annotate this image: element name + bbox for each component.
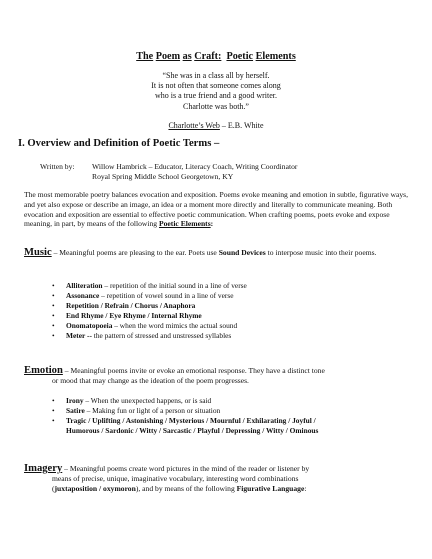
title-poem: Poem [155,51,181,62]
list-item [52,396,412,406]
bullet-icon: • [52,321,55,330]
list-term: Assonance [66,291,100,300]
list-term: Repetition / Refrain / Chorus / Anaphora [66,301,196,310]
list-item [52,311,412,321]
intro-colon: : [210,219,214,229]
quote-line: who is a true friend and a good writer. [155,91,277,101]
list-def: – When the unexpected happens, or is said [83,396,212,405]
list-term: Satire [66,406,85,415]
bullet-icon: • [52,396,55,405]
music-heading: Music [24,247,52,258]
music-section [24,248,410,258]
list-item [52,416,412,436]
emotion-heading: Emotion [24,365,63,376]
list-def: – Making fun or light of a person or situation [84,406,221,415]
list-item [52,331,412,341]
title-poetic: Poetic [226,51,254,62]
imagery-desc-3 [24,484,410,494]
list-term: Irony [66,396,84,405]
bullet-icon: • [52,416,55,425]
quote-source [0,121,432,130]
intro-paragraph [24,190,410,229]
paren-open: ( [52,483,55,493]
author-credit [40,162,297,182]
imagery-heading: Imagery [24,463,63,474]
figurative-language-term: Figurative Language [236,483,305,493]
bullet-icon: • [52,311,55,320]
imagery-desc-2: means of precise, unique, imaginative vocabulary, interesting word combinations [52,473,299,483]
list-item [52,281,412,291]
music-desc-end: to interpose music into their poems. [265,248,377,257]
source-author: – E.B. White [219,121,264,130]
list-def: the pattern of stressed and unstressed syllables [91,331,232,340]
emotion-desc-2: or mood that may change as the ideation of the poem progresses. [52,375,249,385]
section-heading: I. Overview and Definition of Poetic Terms – [18,138,220,149]
sound-devices-term: Sound Devices [218,248,266,257]
bullet-icon: • [52,331,55,340]
author-line: Willow Hambrick – Educator, Literacy Coach, Writing Coordinator [92,162,298,171]
list-term: Tragic / Uplifting / Astonishing / Mysterious / Mournful / Exhilarating / Joyful / [66,416,316,425]
imagery-section [24,464,410,493]
list-def: – repetition of vowel sound in a line of verse [99,291,234,300]
list-term: Onomatopoeia [66,321,113,330]
bullet-icon: • [52,291,55,300]
title-as: as [182,51,192,62]
list-def: – repetition of the initial sound in a line of verse [102,281,247,290]
list-item [52,321,412,331]
list-term: End Rhyme / Eye Rhyme / Internal Rhyme [66,311,202,320]
emotion-list [52,396,412,436]
title-craft: Craft: [194,51,222,62]
music-desc: – Meaningful poems are pleasing to the ear. Poets use [51,248,219,257]
school-line: Royal Spring Middle School Georgetown, KY [92,172,234,181]
source-book: Charlotte’s Web [168,121,220,130]
juxtaposition-term: juxtaposition / oxymoron [54,483,136,493]
emotion-desc: – Meaningful poems invite or evoke an emotional response. They have a distinct tone [62,366,325,375]
music-list [52,281,412,341]
quote-line: “She was in a class all by herself. [162,71,270,80]
bullet-icon: • [52,301,55,310]
quote-line: Charlotte was both.” [183,101,249,111]
intro-text: The most memorable poetry balances evocation and exposition. Poems evoke meaning and emotion in subtle, figurative ways, and yet also expose or describe an image, an idea or a moment more directly and literally to communicate meaning. Both evocation and exposition are essential to effective poetic communication. When crafting poems, poets evoke and expose meaning, in part, by means of the following [24,190,409,229]
list-term: Alliteration [66,281,103,290]
page-title [0,51,432,62]
written-by-label: Written by: [40,162,75,171]
list-item [52,406,412,416]
list-term: Humorous / Sardonic / Witty / Sarcastic / Playful / Depressing / Witty / Ominous [66,426,319,435]
bullet-icon: • [52,281,55,290]
list-term: Meter -- [66,331,92,340]
emotion-section [24,366,410,386]
imagery-desc: – Meaningful poems create word pictures in the mind of the reader or listener by [62,464,310,473]
epigraph-quote [0,71,432,112]
imagery-colon: : [304,483,307,493]
quote-line: It is not often that someone comes along [151,81,281,91]
list-def: – when the word mimics the actual sound [112,321,238,330]
imagery-text: ), and by means of the following [135,483,237,493]
bullet-icon: • [52,406,55,415]
list-item [52,291,412,301]
title-elements: Elements [255,51,296,62]
list-item [52,301,412,311]
title-the: The [136,51,154,62]
poetic-elements-term: Poetic Elements [158,219,211,229]
